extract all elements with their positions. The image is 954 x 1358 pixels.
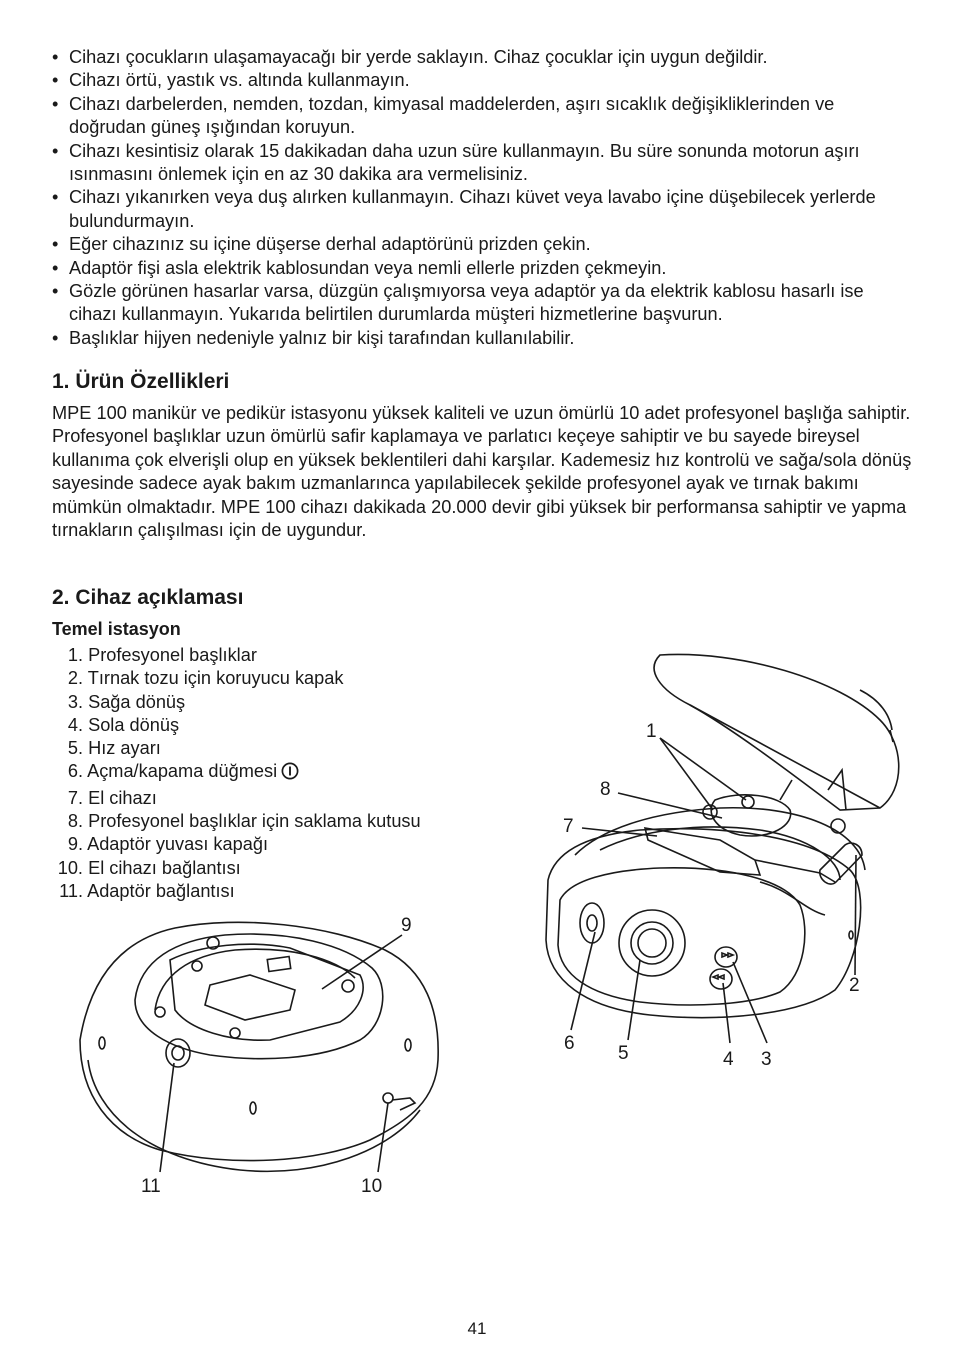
section-1-heading: 1. Ürün Özellikleri <box>52 370 230 393</box>
safety-bullet: • Eğer cihazınız su içine düşerse derhal adaptörünü prizden çekin. <box>52 233 912 256</box>
parts-list-item: 3. Sağa dönüş <box>67 691 186 712</box>
parts-list-item: 2. Tırnak tozu için koruyucu kapak <box>67 668 344 689</box>
safety-bullet: • Cihazı kesintisiz olarak 15 dakikadan daha uzun süre kullanmayın. Bu süre sonunda motorun aşırı ısınmasını önlemek için en az 30 dakika ara vermelisiniz. <box>52 140 912 187</box>
safety-bullet: • Cihazı darbelerden, nemden, tozdan, kimyasal maddelerden, aşırı sıcaklık değişikliklerinden ve doğrudan güneş ışığından koruyun. <box>52 93 912 140</box>
callout-label: 2 <box>849 975 860 996</box>
callout-label: 3 <box>761 1049 772 1070</box>
safety-bullet: • Cihazı çocukların ulaşamayacağı bir yerde saklayın. Cihaz çocuklar için uygun değildir. <box>52 46 912 69</box>
parts-list-item: 7. El cihazı <box>67 787 157 808</box>
parts-list-item: 9. Adaptör yuvası kapağı <box>67 834 269 855</box>
parts-list-item: 1. Profesyonel başlıklar <box>67 645 257 665</box>
safety-bullet: • Cihazı örtü, yastık vs. altında kullanmayın. <box>52 69 912 92</box>
callout-label: 4 <box>723 1049 734 1070</box>
safety-bullet-list <box>52 46 912 350</box>
parts-list-item: 11. Adaptör bağlantısı <box>59 880 235 901</box>
parts-list-item: 8. Profesyonel başlıklar için saklama kutusu <box>67 811 421 832</box>
page-number: 41 <box>467 1319 487 1338</box>
callout-label: 9 <box>401 915 412 936</box>
callout-label: 7 <box>563 816 574 837</box>
parts-list-item: 10. El cihazı bağlantısı <box>57 857 241 878</box>
callout-label: 10 <box>361 1176 383 1197</box>
parts-list-item: 4. Sola dönüş <box>67 714 180 735</box>
callout-label: 1 <box>646 721 657 742</box>
safety-bullet: • Gözle görünen hasarlar varsa, düzgün çalışmıyorsa veya adaptör ya da elektrik kablosu hasarlı ise cihazı kullanmayın. Yukarıda belirtilen durumlarda müşteri hizmetlerine başvurun. <box>52 280 912 327</box>
safety-bullet: • Cihazı yıkanırken veya duş alırken kullanmayın. Cihazı küvet veya lavabo içine düşebilecek yerlerde bulundurmayın. <box>52 186 912 233</box>
parts-list-item: 6. Açma/kapama düğmesi <box>52 760 421 786</box>
section-2-heading: 2. Cihaz açıklaması <box>52 586 244 609</box>
parts-list <box>52 644 421 903</box>
safety-bullet: • Adaptör fişi asla elektrik kablosundan veya nemli ellerle prizden çekmeyin. <box>52 257 912 280</box>
callout-label: 11 <box>141 1176 161 1197</box>
parts-list-item: 5. Hız ayarı <box>67 738 161 759</box>
callout-label: 5 <box>618 1043 629 1064</box>
safety-bullet: • Başlıklar hijyen nedeniyle yalnız bir kişi tarafından kullanılabilir. <box>52 327 912 350</box>
callout-label: 6 <box>564 1033 575 1054</box>
callout-label: 8 <box>600 779 611 800</box>
section-1-body: MPE 100 manikür ve pedikür istasyonu yüksek kaliteli ve uzun ömürlü 10 adet profesyonel başlığa sahiptir. Profesyonel başlıklar uzun ömürlü safir kaplamaya ve parlatıcı keçeye sahiptir ve bu sayede bireysel kullanıma çok elverişli olup en yüksek beklentileri dahi karşılar. Kademesiz hız kontrolü ve sağa/sola dönüş sayesinde sadece ayak bakım uzmanlarınca yapılabilecek şekilde profesyonel ayak ve tırnak bakımı mümkün olmaktadır. MPE 100 cihazı dakikada 20.000 devir gibi yüksek bir performansa sahiptir ve yapma tırnakların çalışılması için de uygundur. <box>52 403 912 541</box>
base-station-subheading: Temel istasyon <box>52 619 181 639</box>
power-icon <box>281 762 299 786</box>
